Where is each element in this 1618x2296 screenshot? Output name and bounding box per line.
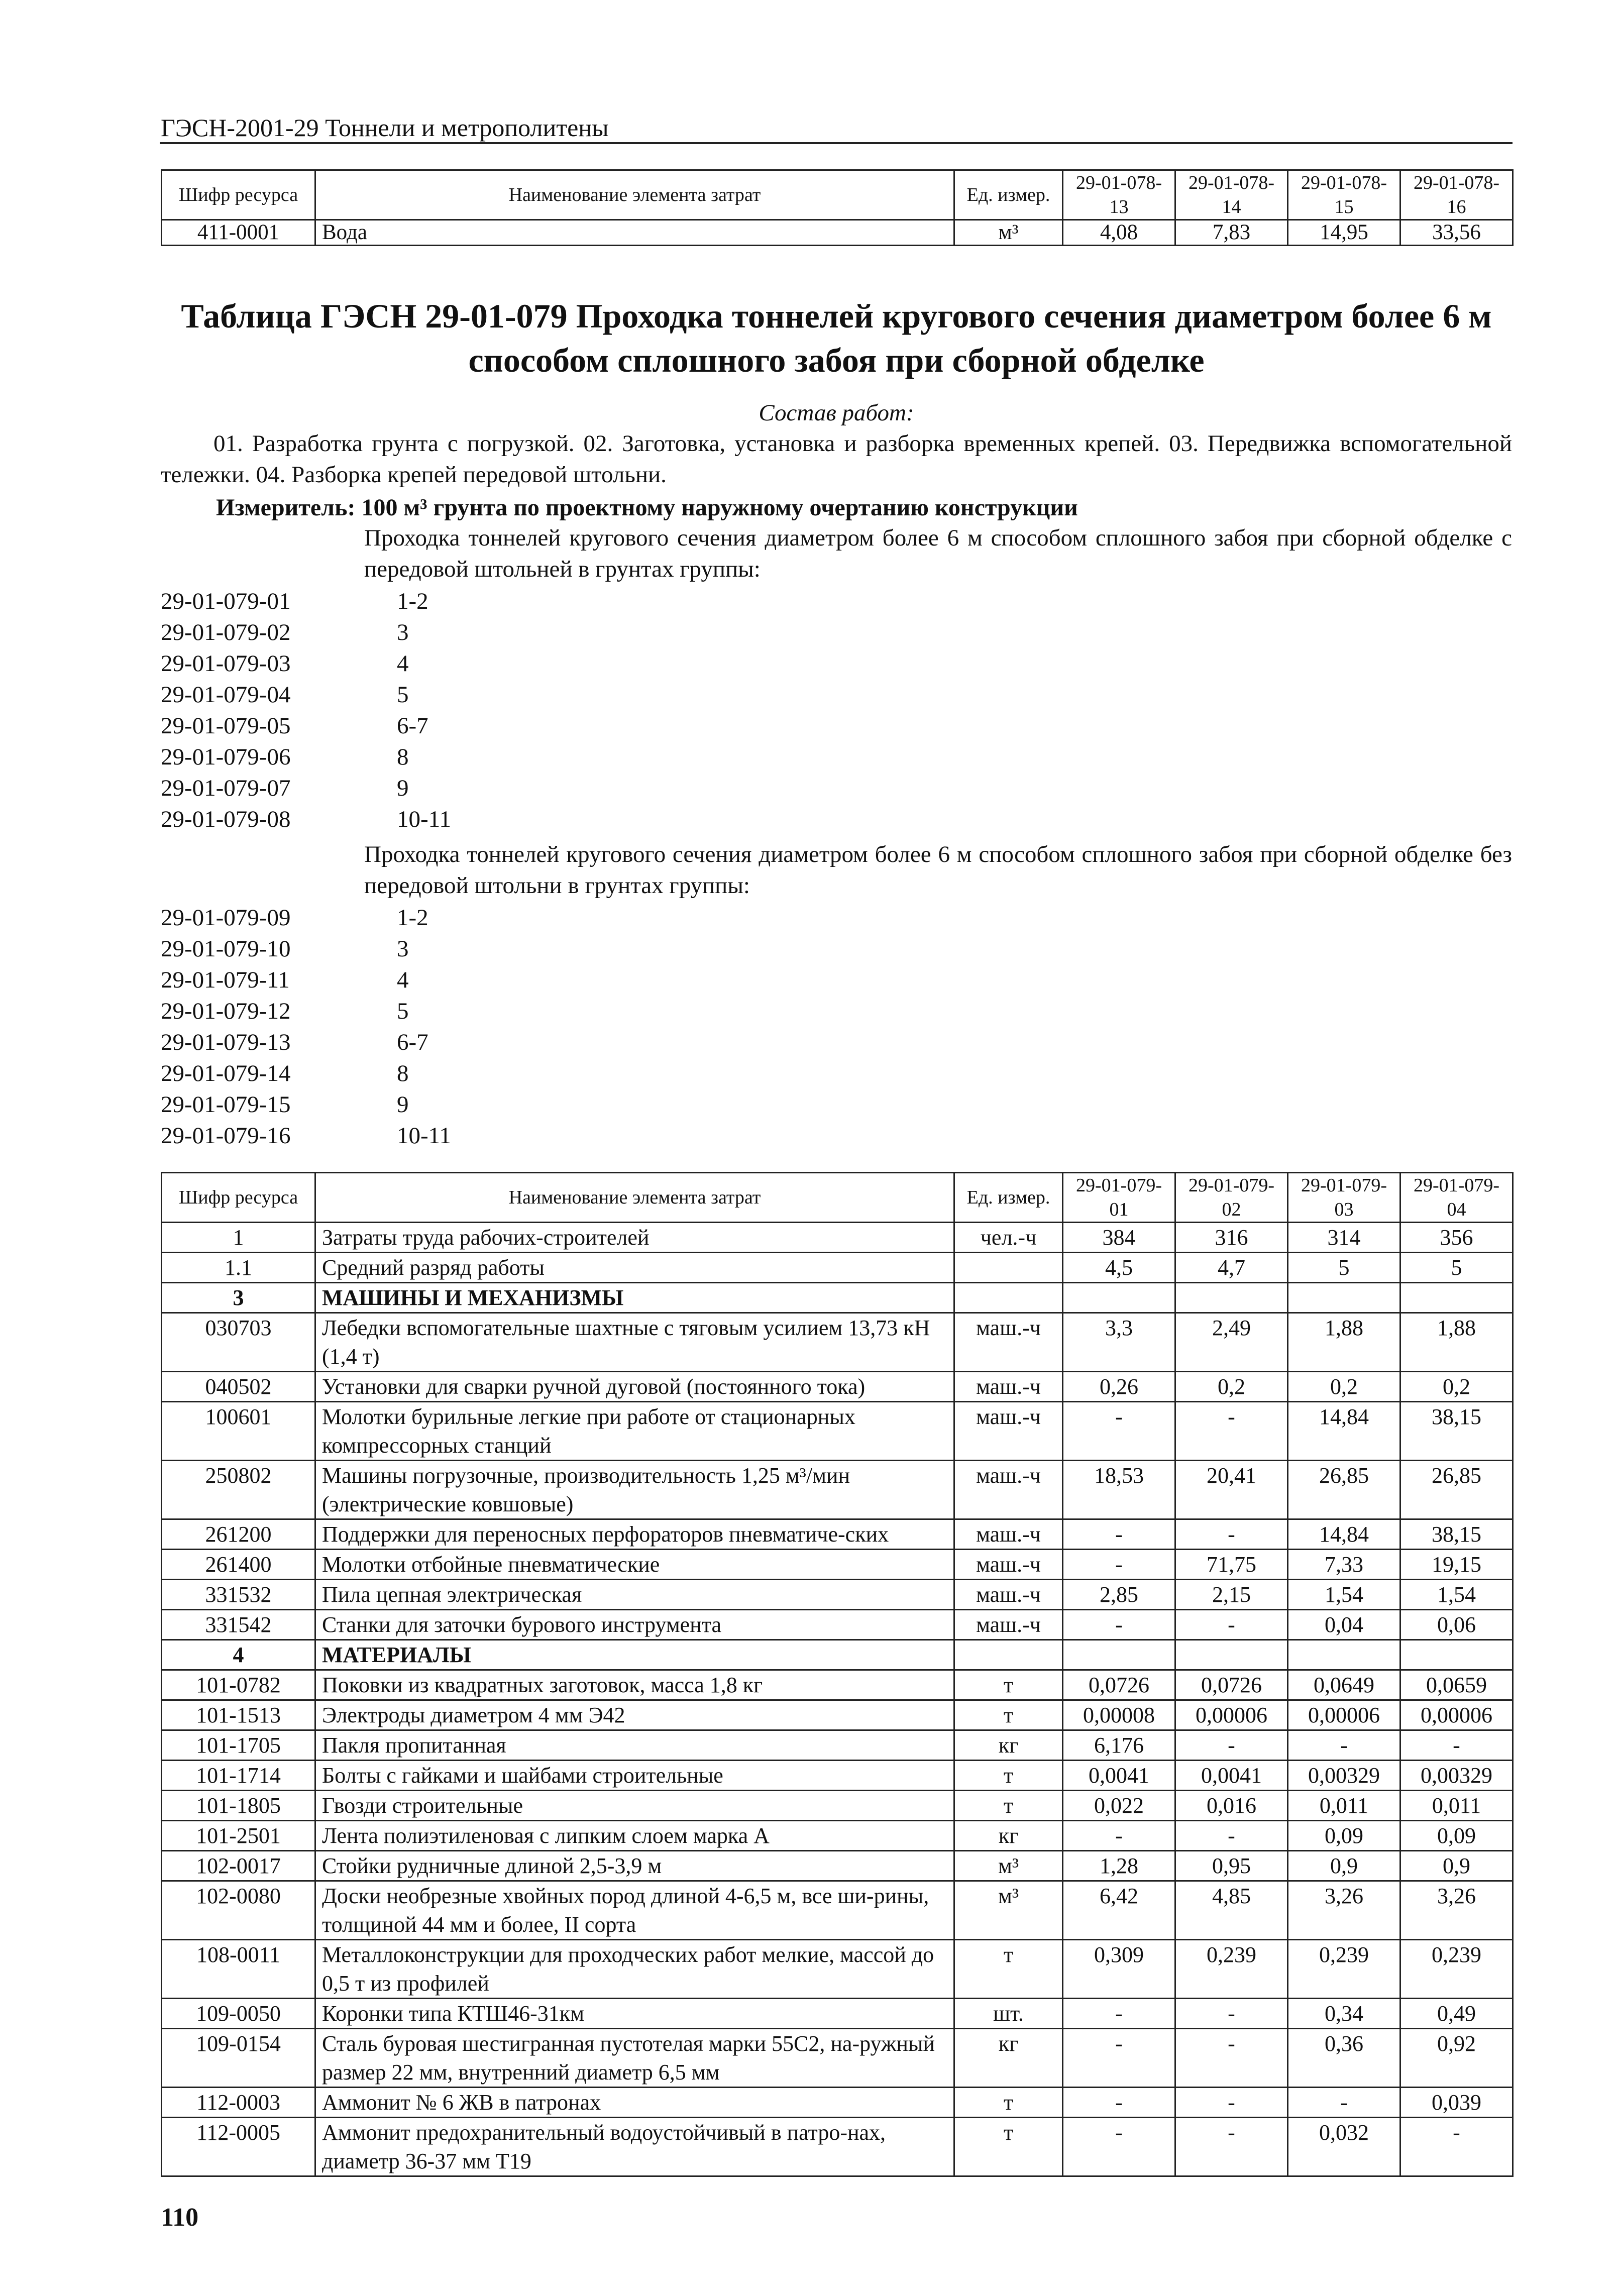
intro-without-pilot-tunnel: Проходка тоннелей кругового сечения диаметром более 6 м способом сплошного забоя при сборной обделке без передовой штольни в грунтах группы: (364, 841, 1512, 899)
resource-name: Аммонит предохранительный водоустойчивый в патро-нах, диаметр 36-37 мм Т19 (315, 2118, 954, 2176)
unit: маш.-ч (954, 1519, 1063, 1550)
table-row (162, 2088, 1513, 2118)
resource-code: 331542 (162, 1610, 315, 1640)
unit: чел.-ч (954, 1223, 1063, 1253)
resource-code: 411-0001 (162, 220, 315, 246)
value-cell: 1,88 (1288, 1313, 1400, 1372)
norm-code: 29-01-079-11 (161, 967, 290, 993)
resource-code: 101-1714 (162, 1761, 315, 1791)
resource-name: Лебедки вспомогательные шахтные с тяговым усилием 13,73 кН (1,4 т) (315, 1313, 954, 1372)
value-cell: 18,53 (1063, 1461, 1175, 1519)
value-cell: - (1063, 1519, 1175, 1550)
table-title-line: способом сплошного забоя при сборной обделке (468, 341, 1205, 379)
value-cell: 0,0726 (1175, 1670, 1288, 1700)
value-cell: 0,09 (1288, 1821, 1400, 1851)
header-cell: 29-01-079-02 (1175, 1173, 1288, 1223)
header-cell: 29-01-078-16 (1400, 170, 1513, 220)
value-cell: 0,00329 (1400, 1761, 1513, 1791)
value-cell: 6,176 (1063, 1730, 1175, 1761)
value-cell: 0,95 (1175, 1851, 1288, 1881)
previous-table-fragment (161, 169, 1514, 246)
resource-name: Станки для заточки бурового инструмента (315, 1610, 954, 1640)
unit: кг (954, 1821, 1063, 1851)
value-cell: 0,239 (1288, 1940, 1400, 1999)
running-header: ГЭСН-2001-29 Тоннели и метрополитены (161, 114, 609, 142)
value-cell: - (1175, 1519, 1288, 1550)
unit: маш.-ч (954, 1461, 1063, 1519)
unit: маш.-ч (954, 1313, 1063, 1372)
value-cell: 38,15 (1400, 1402, 1513, 1461)
value-cell: 4,7 (1175, 1253, 1288, 1283)
value-cell: 0,2 (1175, 1372, 1288, 1402)
resource-name: Молотки бурильные легкие при работе от стационарных компрессорных станций (315, 1402, 954, 1461)
value-cell: - (1400, 2118, 1513, 2176)
resource-code: 101-1513 (162, 1700, 315, 1730)
norm-code: 29-01-079-03 (161, 650, 291, 677)
value-cell: - (1063, 1402, 1175, 1461)
soil-group: 4 (397, 650, 409, 677)
value-cell: 0,309 (1063, 1940, 1175, 1999)
norm-code: 29-01-079-09 (161, 905, 291, 931)
table-row (162, 1610, 1513, 1640)
value-cell: 0,36 (1288, 2029, 1400, 2088)
value-cell (1400, 1640, 1513, 1670)
resource-name: Установки для сварки ручной дуговой (постоянного тока) (315, 1372, 954, 1402)
soil-group: 6-7 (397, 1029, 428, 1055)
value-cell: 14,84 (1288, 1519, 1400, 1550)
resource-code: 101-1705 (162, 1730, 315, 1761)
soil-group: 6-7 (397, 713, 428, 739)
resource-name: Средний разряд работы (315, 1253, 954, 1283)
resource-code: 1.1 (162, 1253, 315, 1283)
value-cell: 0,00006 (1175, 1700, 1288, 1730)
unit: маш.-ч (954, 1550, 1063, 1580)
table-row (162, 1402, 1513, 1461)
value-cell: 1,28 (1063, 1851, 1175, 1881)
header-cell: 29-01-079-01 (1063, 1173, 1175, 1223)
unit: т (954, 2088, 1063, 2118)
resource-code: 261400 (162, 1550, 315, 1580)
value-cell: 2,85 (1063, 1580, 1175, 1610)
value-cell (1175, 1640, 1288, 1670)
unit (954, 1640, 1063, 1670)
value-cell: 0,032 (1288, 2118, 1400, 2176)
norm-code: 29-01-079-08 (161, 806, 291, 832)
table-row (162, 1253, 1513, 1283)
unit: шт. (954, 1999, 1063, 2029)
resource-table (161, 1172, 1514, 2177)
table-row (162, 1851, 1513, 1881)
value-cell: 14,95 (1288, 220, 1400, 246)
unit: т (954, 1670, 1063, 1700)
value-cell: 0,039 (1400, 2088, 1513, 2118)
resource-code: 250802 (162, 1461, 315, 1519)
value-cell: 0,011 (1400, 1791, 1513, 1821)
resource-name: Доски необрезные хвойных пород длиной 4-6,5 м, все ши-рины, толщиной 44 мм и более, II сорта (315, 1881, 954, 1940)
soil-group: 1-2 (397, 588, 428, 614)
soil-group: 8 (397, 1060, 409, 1086)
norm-code: 29-01-079-14 (161, 1060, 291, 1086)
value-cell: 0,9 (1288, 1851, 1400, 1881)
value-cell: 71,75 (1175, 1550, 1288, 1580)
table-row (162, 1580, 1513, 1610)
resource-name: Стойки рудничные длиной 2,5-3,9 м (315, 1851, 954, 1881)
value-cell: 1,54 (1400, 1580, 1513, 1610)
value-cell: 0,04 (1288, 1610, 1400, 1640)
header-cell: 29-01-079-04 (1400, 1173, 1513, 1223)
value-cell: 0,00008 (1063, 1700, 1175, 1730)
table-row (162, 1881, 1513, 1940)
unit: маш.-ч (954, 1610, 1063, 1640)
section-row (162, 1283, 1513, 1313)
norm-code: 29-01-079-01 (161, 588, 291, 614)
page-number: 110 (161, 2203, 199, 2232)
resource-name: Аммонит № 6 ЖВ в патронах (315, 2088, 954, 2118)
resource-name: Машины погрузочные, производительность 1,25 м³/мин (электрические ковшовые) (315, 1461, 954, 1519)
header-cell: 29-01-078-15 (1288, 170, 1400, 220)
table-title-line: Таблица ГЭСН 29-01-079 Проходка тоннелей кругового сечения диаметром более 6 м (181, 297, 1492, 335)
value-cell: 7,33 (1288, 1550, 1400, 1580)
value-cell: - (1063, 1999, 1175, 2029)
unit: т (954, 1700, 1063, 1730)
soil-group: 8 (397, 744, 409, 770)
soil-group: 3 (397, 936, 409, 962)
soil-group: 9 (397, 775, 409, 801)
unit (954, 1253, 1063, 1283)
value-cell: - (1063, 1821, 1175, 1851)
unit: маш.-ч (954, 1580, 1063, 1610)
section-row (162, 1640, 1513, 1670)
value-cell (1400, 1283, 1513, 1313)
unit: кг (954, 2029, 1063, 2088)
value-cell: 14,84 (1288, 1402, 1400, 1461)
value-cell: 4,85 (1175, 1881, 1288, 1940)
soil-group: 9 (397, 1091, 409, 1118)
soil-group: 4 (397, 967, 409, 993)
value-cell: 0,9 (1400, 1851, 1513, 1881)
value-cell: 0,2 (1288, 1372, 1400, 1402)
table-row (162, 1761, 1513, 1791)
unit: т (954, 1761, 1063, 1791)
value-cell: 5 (1400, 1253, 1513, 1283)
header-cell: Наименование элемента затрат (315, 1173, 954, 1223)
table-row (162, 1940, 1513, 1999)
unit: кг (954, 1730, 1063, 1761)
value-cell: 314 (1288, 1223, 1400, 1253)
resource-code: 112-0005 (162, 2118, 315, 2176)
value-cell: - (1400, 1730, 1513, 1761)
value-cell: - (1063, 2029, 1175, 2088)
resource-code: 040502 (162, 1372, 315, 1402)
unit: т (954, 1791, 1063, 1821)
resource-name: Лента полиэтиленовая с липким слоем марка А (315, 1821, 954, 1851)
value-cell: 316 (1175, 1223, 1288, 1253)
resource-code: 108-0011 (162, 1940, 315, 1999)
unit (954, 1283, 1063, 1313)
measurement-unit: Измеритель: 100 м³ грунта по проектному наружному очертанию конструкции (216, 494, 1078, 521)
value-cell (1288, 1640, 1400, 1670)
value-cell: 0,239 (1400, 1940, 1513, 1999)
soil-group: 10-11 (397, 806, 451, 832)
value-cell: - (1063, 2118, 1175, 2176)
value-cell: 33,56 (1400, 220, 1513, 246)
resource-code: 100601 (162, 1402, 315, 1461)
unit: м³ (954, 1851, 1063, 1881)
table-row (162, 1670, 1513, 1700)
table-row (162, 1821, 1513, 1851)
resource-name: МАШИНЫ И МЕХАНИЗМЫ (315, 1283, 954, 1313)
value-cell: 2,49 (1175, 1313, 1288, 1372)
resource-name: Гвозди строительные (315, 1791, 954, 1821)
value-cell: - (1175, 2029, 1288, 2088)
header-cell: 29-01-078-14 (1175, 170, 1288, 220)
value-cell: - (1175, 1821, 1288, 1851)
value-cell: 20,41 (1175, 1461, 1288, 1519)
value-cell: 2,15 (1175, 1580, 1288, 1610)
works-list: 01. Разработка грунта с погрузкой. 02. Заготовка, установка и разборка временных крепей. 03. Передвижка вспомогательной тележки. 04. Разборка крепей передовой штольни. (161, 430, 1512, 488)
resource-name: Пакля пропитанная (315, 1730, 954, 1761)
resource-code: 1 (162, 1223, 315, 1253)
resource-code: 109-0154 (162, 2029, 315, 2088)
table-row (162, 1999, 1513, 2029)
table-row (162, 1372, 1513, 1402)
table-title (161, 294, 1512, 382)
value-cell: 0,011 (1288, 1791, 1400, 1821)
soil-group: 10-11 (397, 1123, 451, 1149)
table-header-row (162, 1173, 1513, 1223)
table-row (162, 1313, 1513, 1372)
resource-code: 261200 (162, 1519, 315, 1550)
resource-code: 101-2501 (162, 1821, 315, 1851)
table-row (162, 1791, 1513, 1821)
norm-code: 29-01-079-05 (161, 713, 291, 739)
unit: т (954, 2118, 1063, 2176)
header-rule (160, 142, 1513, 144)
norm-code: 29-01-079-15 (161, 1091, 291, 1118)
value-cell: 0,34 (1288, 1999, 1400, 2029)
value-cell: 4,5 (1063, 1253, 1175, 1283)
resource-name: Сталь буровая шестигранная пустотелая марки 55С2, на-ружный размер 22 мм, внутренний диаметр 6,5 мм (315, 2029, 954, 2088)
header-cell: 29-01-078-13 (1063, 170, 1175, 220)
value-cell: 384 (1063, 1223, 1175, 1253)
value-cell: 5 (1288, 1253, 1400, 1283)
value-cell: 0,49 (1400, 1999, 1513, 2029)
value-cell: 0,0726 (1063, 1670, 1175, 1700)
value-cell: - (1063, 2088, 1175, 2118)
resource-name: Вода (315, 220, 954, 246)
value-cell: 0,0041 (1175, 1761, 1288, 1791)
table-header-row (162, 170, 1513, 220)
value-cell: - (1063, 1550, 1175, 1580)
resource-code: 3 (162, 1283, 315, 1313)
value-cell: 38,15 (1400, 1519, 1513, 1550)
value-cell: - (1175, 1610, 1288, 1640)
value-cell: 0,0659 (1400, 1670, 1513, 1700)
value-cell: 26,85 (1400, 1461, 1513, 1519)
norm-code: 29-01-079-13 (161, 1029, 291, 1055)
resource-name: Пила цепная электрическая (315, 1580, 954, 1610)
value-cell: 6,42 (1063, 1881, 1175, 1940)
resource-code: 112-0003 (162, 2088, 315, 2118)
value-cell: 0,26 (1063, 1372, 1175, 1402)
value-cell: 0,022 (1063, 1791, 1175, 1821)
value-cell: 7,83 (1175, 220, 1288, 246)
resource-code: 030703 (162, 1313, 315, 1372)
intro-with-pilot-tunnel: Проходка тоннелей кругового сечения диаметром более 6 м способом сплошного забоя при сборной обделке с передовой штольней в грунтах группы: (364, 525, 1512, 582)
table-row (162, 1730, 1513, 1761)
header-cell: 29-01-079-03 (1288, 1173, 1400, 1223)
norm-code: 29-01-079-04 (161, 682, 291, 708)
value-cell: 0,00006 (1400, 1700, 1513, 1730)
value-cell: 1,54 (1288, 1580, 1400, 1610)
resource-name: Металлоконструкции для проходческих работ мелкие, массой до 0,5 т из профилей (315, 1940, 954, 1999)
composition-caption: Состав работ: (759, 400, 914, 426)
resource-code: 102-0080 (162, 1881, 315, 1940)
norm-code: 29-01-079-07 (161, 775, 291, 801)
value-cell: 0,92 (1400, 2029, 1513, 2088)
unit: м³ (954, 220, 1063, 246)
table-row (162, 1461, 1513, 1519)
value-cell: 0,0649 (1288, 1670, 1400, 1700)
value-cell: 4,08 (1063, 220, 1175, 246)
resource-code: 109-0050 (162, 1999, 315, 2029)
value-cell: - (1288, 2088, 1400, 2118)
value-cell: - (1063, 1610, 1175, 1640)
value-cell (1288, 1283, 1400, 1313)
value-cell: 3,26 (1400, 1881, 1513, 1940)
soil-group: 5 (397, 682, 409, 708)
soil-group: 1-2 (397, 905, 428, 931)
resource-name: Поддержки для переносных перфораторов пневматиче-ских (315, 1519, 954, 1550)
value-cell: - (1175, 2118, 1288, 2176)
table-row (162, 1223, 1513, 1253)
header-cell: Ед. измер. (954, 170, 1063, 220)
resource-name: Затраты труда рабочих-строителей (315, 1223, 954, 1253)
norm-code: 29-01-079-06 (161, 744, 291, 770)
table-row (162, 1519, 1513, 1550)
resource-code: 101-0782 (162, 1670, 315, 1700)
value-cell: 3,3 (1063, 1313, 1175, 1372)
unit: м³ (954, 1881, 1063, 1940)
norm-code: 29-01-079-02 (161, 619, 291, 645)
value-cell: 0,239 (1175, 1940, 1288, 1999)
resource-name: Коронки типа КТШ46-31км (315, 1999, 954, 2029)
table-row (162, 2029, 1513, 2088)
value-cell: 3,26 (1288, 1881, 1400, 1940)
norm-code: 29-01-079-12 (161, 998, 291, 1024)
value-cell: 0,00006 (1288, 1700, 1400, 1730)
value-cell (1063, 1640, 1175, 1670)
value-cell: 0,06 (1400, 1610, 1513, 1640)
value-cell: - (1175, 2088, 1288, 2118)
resource-name: Поковки из квадратных заготовок, масса 1,8 кг (315, 1670, 954, 1700)
value-cell: 0,00329 (1288, 1761, 1400, 1791)
resource-name: Болты с гайками и шайбами строительные (315, 1761, 954, 1791)
value-cell: 0,2 (1400, 1372, 1513, 1402)
unit: т (954, 1940, 1063, 1999)
header-cell: Ед. измер. (954, 1173, 1063, 1223)
resource-code: 102-0017 (162, 1851, 315, 1881)
header-cell: Шифр ресурса (162, 170, 315, 220)
resource-code: 101-1805 (162, 1791, 315, 1821)
value-cell: 0,016 (1175, 1791, 1288, 1821)
value-cell: 1,88 (1400, 1313, 1513, 1372)
value-cell (1175, 1283, 1288, 1313)
resource-name: Молотки отбойные пневматические (315, 1550, 954, 1580)
value-cell: - (1175, 1999, 1288, 2029)
value-cell: - (1288, 1730, 1400, 1761)
table-row (162, 220, 1513, 246)
resource-code: 331532 (162, 1580, 315, 1610)
norm-code: 29-01-079-10 (161, 936, 291, 962)
value-cell: 356 (1400, 1223, 1513, 1253)
table-row (162, 1700, 1513, 1730)
table-row (162, 2118, 1513, 2176)
soil-group: 3 (397, 619, 409, 645)
soil-group: 5 (397, 998, 409, 1024)
table-row (162, 1550, 1513, 1580)
unit: маш.-ч (954, 1372, 1063, 1402)
resource-name: МАТЕРИАЛЫ (315, 1640, 954, 1670)
value-cell (1063, 1283, 1175, 1313)
header-cell: Шифр ресурса (162, 1173, 315, 1223)
unit: маш.-ч (954, 1402, 1063, 1461)
resource-code: 4 (162, 1640, 315, 1670)
value-cell: 26,85 (1288, 1461, 1400, 1519)
norm-code: 29-01-079-16 (161, 1123, 291, 1149)
value-cell: 0,0041 (1063, 1761, 1175, 1791)
value-cell: - (1175, 1730, 1288, 1761)
resource-name: Электроды диаметром 4 мм Э42 (315, 1700, 954, 1730)
value-cell: 19,15 (1400, 1550, 1513, 1580)
value-cell: 0,09 (1400, 1821, 1513, 1851)
value-cell: - (1175, 1402, 1288, 1461)
header-cell: Наименование элемента затрат (315, 170, 954, 220)
